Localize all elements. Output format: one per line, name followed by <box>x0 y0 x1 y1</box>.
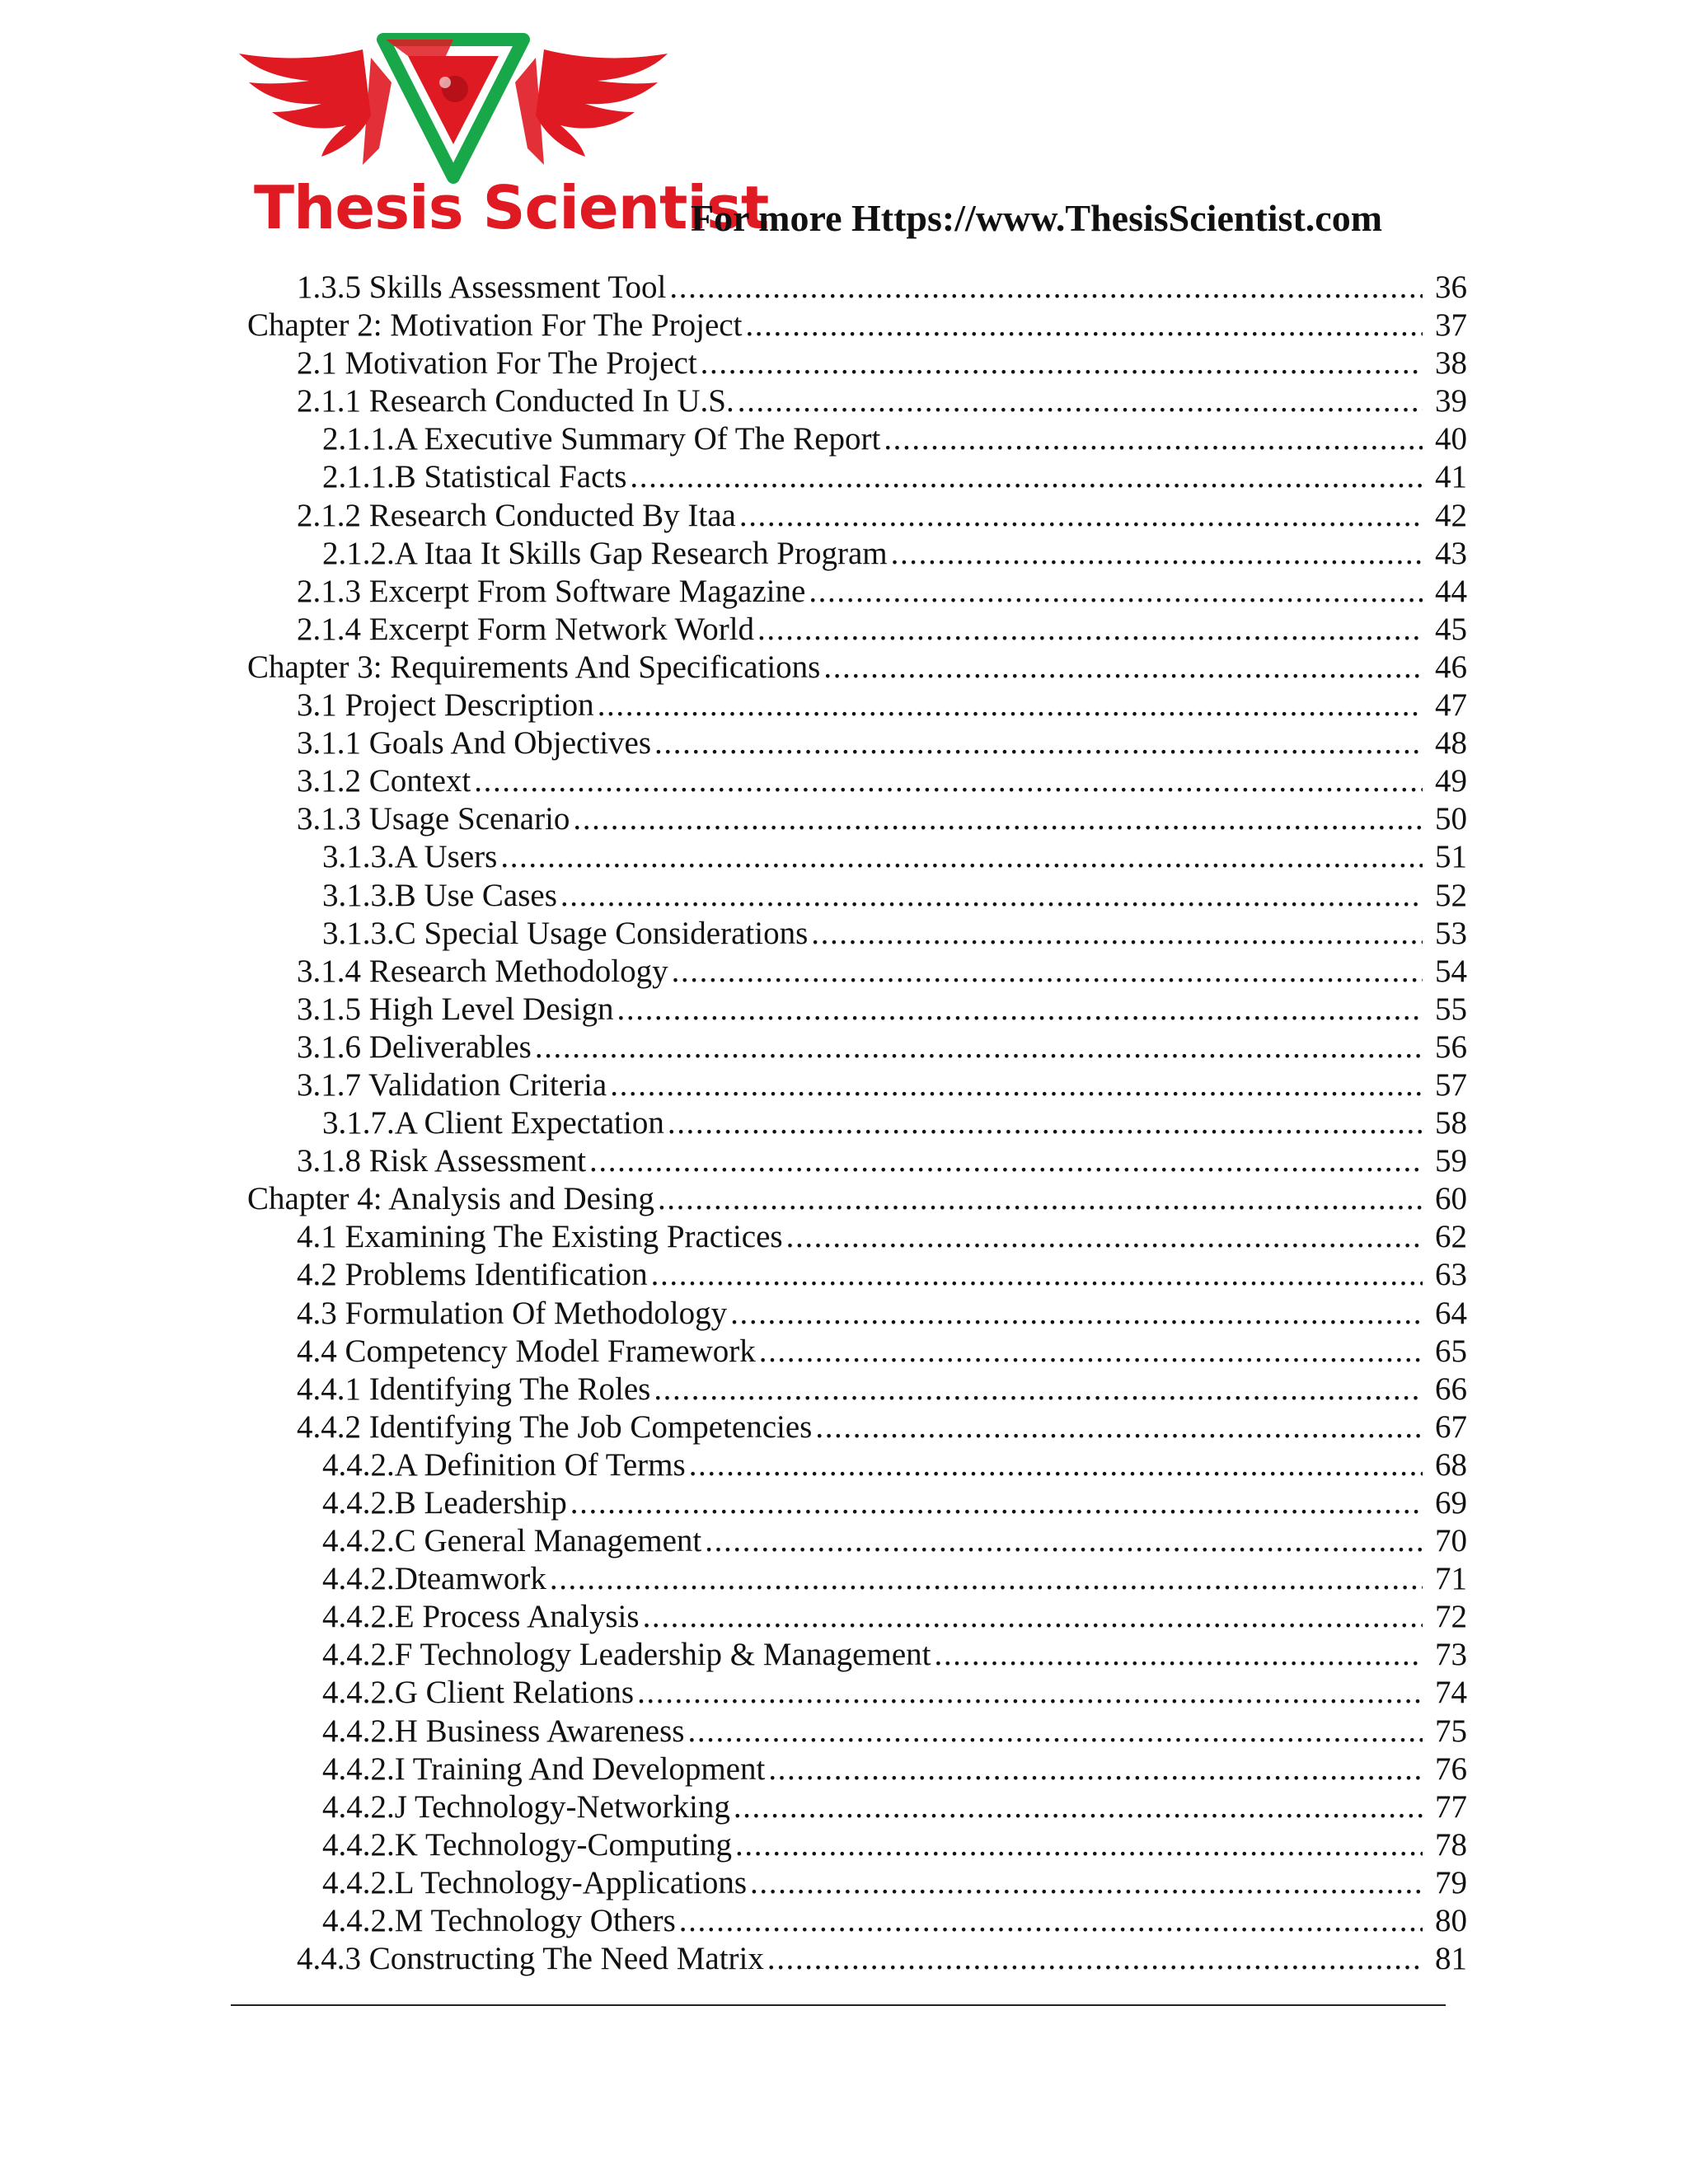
toc-entry-page-number: 56 <box>1435 1029 1467 1065</box>
footer-divider <box>231 2004 1446 2006</box>
toc-entry[interactable] <box>247 1333 1467 1371</box>
toc-entry-page-number: 65 <box>1435 1333 1467 1369</box>
toc-entry-title: 2.1.1 Research Conducted In U.S. <box>297 383 734 419</box>
toc-dot-leader <box>891 535 1423 573</box>
toc-dot-leader <box>759 1333 1423 1371</box>
toc-entry-title: 4.4.2.F Technology Leadership & Management <box>322 1637 931 1673</box>
toc-entry[interactable] <box>247 991 1467 1029</box>
toc-entry-title: Chapter 2: Motivation For The Project <box>247 307 743 344</box>
toc-dot-leader <box>738 382 1423 420</box>
toc-entry-page-number: 59 <box>1435 1143 1467 1179</box>
toc-entry[interactable] <box>247 762 1467 800</box>
toc-entry-title: 3.1.2 Context <box>297 763 471 799</box>
toc-entry[interactable] <box>247 1788 1467 1826</box>
toc-entry-title: 3.1.6 Deliverables <box>297 1029 532 1065</box>
toc-entry-title: 4.4.2.H Business Awareness <box>322 1713 685 1749</box>
toc-dot-leader <box>809 573 1423 611</box>
toc-entry-title: 2.1.3 Excerpt From Software Magazine <box>297 573 806 609</box>
toc-entry-title: 3.1.3.B Use Cases <box>322 877 557 913</box>
toc-dot-leader <box>668 1104 1423 1142</box>
toc-entry[interactable] <box>247 1713 1467 1750</box>
toc-dot-leader <box>573 800 1423 838</box>
toc-dot-leader <box>811 915 1423 953</box>
toc-entry[interactable] <box>247 1104 1467 1142</box>
toc-entry[interactable] <box>247 420 1467 458</box>
toc-entry[interactable] <box>247 1864 1467 1902</box>
toc-dot-leader <box>589 1142 1423 1180</box>
toc-dot-leader <box>651 1256 1423 1294</box>
toc-entry[interactable] <box>247 1750 1467 1788</box>
toc-dot-leader <box>570 1484 1423 1522</box>
toc-dot-leader <box>610 1066 1423 1104</box>
toc-entry-page-number: 67 <box>1435 1408 1467 1445</box>
toc-entry-title: 4.4.3 Constructing The Need Matrix <box>297 1941 764 1977</box>
toc-entry-title: 1.3.5 Skills Assessment Tool <box>297 269 667 305</box>
toc-dot-leader <box>745 307 1423 344</box>
toc-entry-page-number: 47 <box>1435 687 1467 724</box>
toc-entry[interactable] <box>247 915 1467 953</box>
toc-entry-title: 4.4.2.A Definition Of Terms <box>322 1446 686 1483</box>
toc-entry-title: 4.2 Problems Identification <box>297 1257 648 1293</box>
toc-entry-page-number: 73 <box>1435 1637 1467 1673</box>
toc-entry-page-number: 76 <box>1435 1750 1467 1787</box>
toc-entry[interactable] <box>247 611 1467 649</box>
toc-dot-leader <box>617 991 1423 1029</box>
toc-dot-leader <box>598 687 1423 724</box>
toc-entry-title: 2.1 Motivation For The Project <box>297 345 697 382</box>
toc-dot-leader <box>735 1826 1423 1864</box>
toc-entry-page-number: 44 <box>1435 573 1467 609</box>
toc-entry-title: 4.4.2.L Technology-Applications <box>322 1864 748 1900</box>
toc-entry-page-number: 69 <box>1435 1485 1467 1521</box>
toc-entry-page-number: 75 <box>1435 1713 1467 1749</box>
toc-entry-page-number: 64 <box>1435 1295 1467 1331</box>
toc-dot-leader <box>669 269 1423 307</box>
toc-dot-leader <box>658 1180 1423 1218</box>
toc-entry-page-number: 66 <box>1435 1371 1467 1407</box>
toc-entry-page-number: 68 <box>1435 1446 1467 1483</box>
toc-dot-leader <box>535 1029 1423 1066</box>
toc-entry-page-number: 48 <box>1435 725 1467 762</box>
toc-entry[interactable] <box>247 344 1467 382</box>
toc-dot-leader <box>823 649 1423 687</box>
toc-dot-leader <box>550 1560 1423 1598</box>
toc-dot-leader <box>934 1636 1423 1674</box>
toc-entry-title: 3.1.7.A Client Expectation <box>322 1105 664 1141</box>
toc-entry-title: 3.1.3 Usage Scenario <box>297 801 570 837</box>
toc-entry[interactable] <box>247 1066 1467 1104</box>
toc-entry[interactable] <box>247 1142 1467 1180</box>
toc-dot-leader <box>630 458 1423 496</box>
toc-entry[interactable] <box>247 1674 1467 1712</box>
toc-entry-title: 4.4 Competency Model Framework <box>297 1333 756 1369</box>
toc-entry-title: Chapter 4: Analysis and Desing <box>247 1181 654 1217</box>
toc-entry-title: 4.4.2.C General Management <box>322 1523 702 1559</box>
toc-dot-leader <box>687 1713 1423 1750</box>
toc-entry-title: 4.4.2.E Process Analysis <box>322 1599 640 1635</box>
toc-entry[interactable] <box>247 573 1467 611</box>
toc-entry-page-number: 70 <box>1435 1523 1467 1559</box>
toc-dot-leader <box>701 344 1423 382</box>
toc-dot-leader <box>643 1598 1423 1636</box>
toc-entry-title: 3.1.1 Goals And Objectives <box>297 725 652 762</box>
toc-entry[interactable] <box>247 1180 1467 1218</box>
toc-entry[interactable] <box>247 1408 1467 1446</box>
toc-entry-page-number: 52 <box>1435 877 1467 913</box>
page-header <box>239 25 1475 247</box>
toc-dot-leader <box>474 762 1423 800</box>
toc-entry[interactable] <box>247 800 1467 838</box>
toc-entry-title: 3.1.3.A Users <box>322 839 498 875</box>
toc-entry-page-number: 80 <box>1435 1903 1467 1939</box>
toc-dot-leader <box>637 1674 1423 1712</box>
toc-entry-page-number: 51 <box>1435 839 1467 875</box>
toc-entry-title: 3.1 Project Description <box>297 687 594 724</box>
toc-entry-page-number: 40 <box>1435 421 1467 457</box>
toc-dot-leader <box>786 1218 1423 1256</box>
toc-entry-page-number: 77 <box>1435 1788 1467 1825</box>
toc-entry-title: 4.4.2.Dteamwork <box>322 1561 546 1597</box>
toc-entry-page-number: 54 <box>1435 953 1467 989</box>
toc-entry-page-number: 43 <box>1435 535 1467 571</box>
toc-entry[interactable] <box>247 649 1467 687</box>
toc-entry-title: 3.1.4 Research Methodology <box>297 953 668 989</box>
toc-entry-title: 4.4.1 Identifying The Roles <box>297 1371 651 1407</box>
toc-entry-title: 3.1.7 Validation Criteria <box>297 1066 607 1103</box>
toc-entry[interactable] <box>247 877 1467 915</box>
toc-dot-leader <box>705 1522 1423 1560</box>
toc-dot-leader <box>750 1864 1423 1902</box>
toc-entry-title: 4.3 Formulation Of Methodology <box>297 1295 728 1331</box>
toc-entry[interactable] <box>247 269 1467 307</box>
toc-entry[interactable] <box>247 838 1467 876</box>
toc-entry[interactable] <box>247 953 1467 991</box>
toc-dot-leader <box>560 877 1423 915</box>
toc-entry[interactable] <box>247 1598 1467 1636</box>
toc-entry[interactable] <box>247 307 1467 344</box>
toc-entry[interactable] <box>247 1484 1467 1522</box>
toc-entry-page-number: 37 <box>1435 307 1467 344</box>
toc-entry[interactable] <box>247 497 1467 535</box>
toc-entry-page-number: 57 <box>1435 1066 1467 1103</box>
toc-entry-title: 2.1.1.A Executive Summary Of The Report <box>322 421 881 457</box>
toc-entry-title: 4.4.2.K Technology-Computing <box>322 1826 733 1863</box>
toc-entry[interactable] <box>247 1826 1467 1864</box>
toc-dot-leader <box>757 611 1423 649</box>
toc-entry-page-number: 38 <box>1435 345 1467 382</box>
toc-entry[interactable] <box>247 1218 1467 1256</box>
toc-entry-title: 4.4.2 Identifying The Job Competencies <box>297 1408 813 1445</box>
toc-dot-leader <box>767 1940 1423 1978</box>
toc-entry-page-number: 63 <box>1435 1257 1467 1293</box>
toc-dot-leader <box>884 420 1423 458</box>
toc-dot-leader <box>739 497 1423 535</box>
toc-entry-page-number: 81 <box>1435 1941 1467 1977</box>
toc-dot-leader <box>672 953 1423 991</box>
toc-entry-page-number: 55 <box>1435 991 1467 1027</box>
toc-entry[interactable] <box>247 687 1467 724</box>
toc-entry-title: 3.1.3.C Special Usage Considerations <box>322 915 809 951</box>
toc-dot-leader <box>500 838 1423 876</box>
toc-entry-page-number: 62 <box>1435 1219 1467 1255</box>
toc-entry-title: 4.4.2.M Technology Others <box>322 1903 676 1939</box>
toc-dot-leader <box>689 1446 1423 1484</box>
toc-entry[interactable] <box>247 1256 1467 1294</box>
toc-entry-page-number: 53 <box>1435 915 1467 951</box>
toc-entry[interactable] <box>247 1902 1467 1940</box>
toc-entry[interactable] <box>247 1029 1467 1066</box>
toc-entry-title: 4.1 Examining The Existing Practices <box>297 1219 783 1255</box>
toc-entry-page-number: 46 <box>1435 649 1467 685</box>
toc-dot-leader <box>654 724 1423 762</box>
toc-entry-title: 2.1.1.B Statistical Facts <box>322 459 627 495</box>
toc-entry-page-number: 39 <box>1435 383 1467 419</box>
thesis-scientist-logo <box>239 25 769 247</box>
toc-dot-leader <box>815 1408 1423 1446</box>
toc-entry-page-number: 72 <box>1435 1599 1467 1635</box>
toc-entry-page-number: 45 <box>1435 611 1467 647</box>
toc-entry[interactable] <box>247 1446 1467 1484</box>
winged-triangle-logo-icon <box>239 25 668 190</box>
toc-entry-page-number: 36 <box>1435 269 1467 305</box>
toc-entry-title: 2.1.2.A Itaa It Skills Gap Research Program <box>322 535 888 571</box>
toc-entry-title: 4.4.2.I Training And Development <box>322 1750 766 1787</box>
toc-entry-page-number: 78 <box>1435 1826 1467 1863</box>
toc-entry-page-number: 60 <box>1435 1181 1467 1217</box>
logo-wordmark: Thesis Scientist <box>254 173 769 242</box>
toc-entry[interactable] <box>247 724 1467 762</box>
toc-dot-leader <box>734 1788 1423 1826</box>
toc-entry[interactable] <box>247 458 1467 496</box>
toc-entry[interactable] <box>247 1295 1467 1333</box>
toc-entry-page-number: 58 <box>1435 1105 1467 1141</box>
toc-entry[interactable] <box>247 1560 1467 1598</box>
toc-entry[interactable] <box>247 1636 1467 1674</box>
toc-entry-page-number: 74 <box>1435 1675 1467 1711</box>
toc-entry[interactable] <box>247 1522 1467 1560</box>
website-link[interactable]: For more Https://www.ThesisScientist.com <box>691 197 1383 239</box>
toc-entry-title: Chapter 3: Requirements And Specifications <box>247 649 821 685</box>
toc-dot-leader <box>654 1371 1423 1408</box>
toc-entry[interactable] <box>247 1940 1467 1978</box>
toc-entry-title: 4.4.2.J Technology-Networking <box>322 1788 730 1825</box>
toc-entry-title: 2.1.4 Excerpt Form Network World <box>297 611 755 647</box>
table-of-contents <box>247 269 1467 1978</box>
toc-entry-title: 2.1.2 Research Conducted By Itaa <box>297 497 736 533</box>
toc-entry-title: 3.1.5 High Level Design <box>297 991 614 1027</box>
toc-entry-page-number: 42 <box>1435 497 1467 533</box>
toc-entry-page-number: 71 <box>1435 1561 1467 1597</box>
toc-dot-leader <box>768 1750 1423 1788</box>
toc-dot-leader <box>679 1902 1423 1940</box>
toc-entry-title: 4.4.2.G Client Relations <box>322 1675 635 1711</box>
toc-entry-title: 4.4.2.B Leadership <box>322 1485 567 1521</box>
toc-entry[interactable] <box>247 382 1467 420</box>
toc-entry-page-number: 41 <box>1435 459 1467 495</box>
toc-dot-leader <box>730 1295 1423 1333</box>
toc-entry[interactable] <box>247 1371 1467 1408</box>
toc-entry-title: 3.1.8 Risk Assessment <box>297 1143 587 1179</box>
toc-entry[interactable] <box>247 535 1467 573</box>
toc-entry-page-number: 49 <box>1435 763 1467 799</box>
toc-entry-page-number: 79 <box>1435 1864 1467 1900</box>
toc-entry-page-number: 50 <box>1435 801 1467 837</box>
